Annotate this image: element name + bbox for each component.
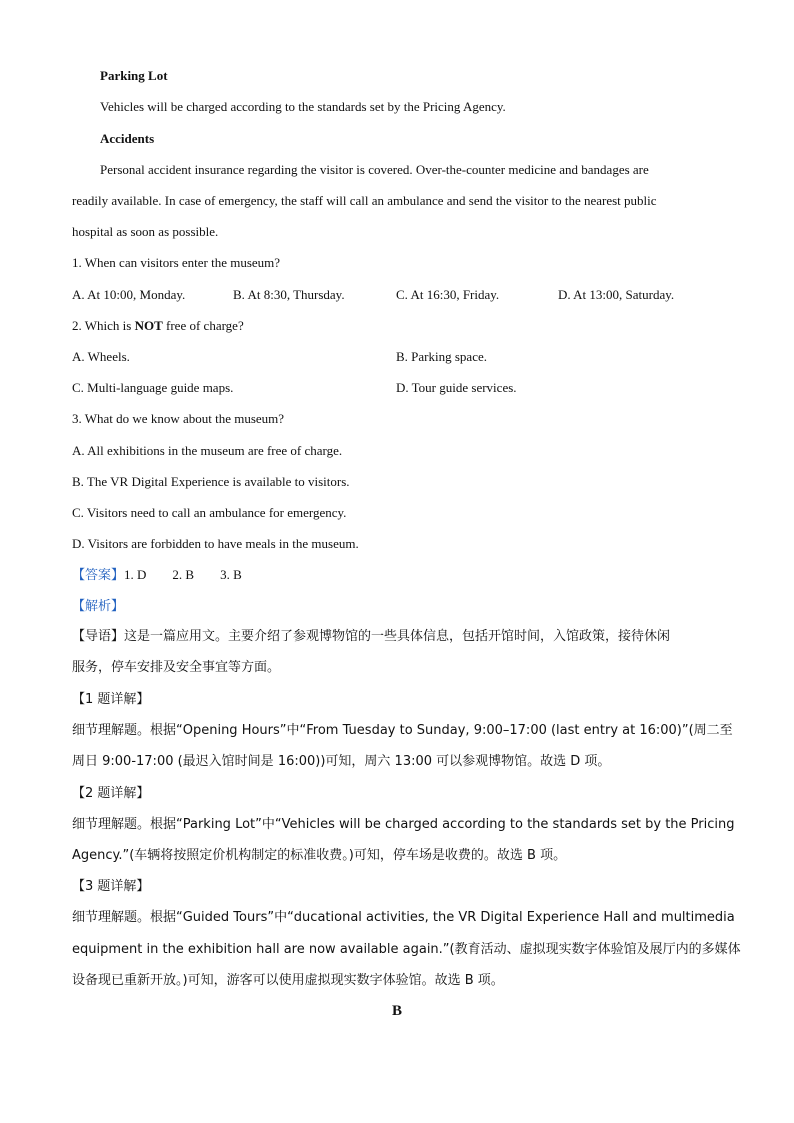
q3-option-a: A. All exhibitions in the museum are free of charge. [72, 443, 343, 458]
answer-line [72, 566, 242, 585]
detail-2-line-1: 细节理解题。根据“Parking Lot”中“Vehicles will be charged according to the standards set by the Pricing [72, 817, 735, 832]
q2-stem-bold: NOT [134, 318, 163, 333]
analysis-label-line [72, 597, 124, 616]
analysis-label: 【解析】 [72, 599, 125, 614]
guide-line-1 [72, 628, 670, 646]
detail-3-label: 【3 题详解】 [72, 879, 150, 894]
q1-option-d: D. At 13:00, Saturday. [558, 287, 675, 302]
detail-3-line-2: equipment in the exhibition hall are now available again.”(教育活动、虚拟现实数字体验馆及展厅内的多媒体 [72, 942, 741, 957]
parking-text: Vehicles will be charged according to the standards set by the Pricing Agency. [100, 99, 506, 114]
accidents-heading: Accidents [100, 131, 155, 146]
q3-option-d: D. Visitors are forbidden to have meals in the museum. [72, 536, 359, 551]
guide-text-1: 这是一篇应用文。主要介绍了参观博物馆的一些具体信息，包括开馆时间，入馆政策，接待休闲 [124, 629, 671, 644]
answer-1: 1. D [124, 567, 147, 582]
detail-1-label: 【1 题详解】 [72, 692, 150, 707]
accidents-line-3: hospital as soon as possible. [72, 224, 219, 239]
q2-option-d: D. Tour guide services. [396, 380, 517, 395]
detail-2-label: 【2 题详解】 [72, 786, 150, 801]
guide-line-2: 服务，停车安排及安全事宜等方面。 [72, 660, 281, 675]
accidents-line-2: readily available. In case of emergency, the staff will call an ambulance and send the visitor to the nearest public [72, 193, 657, 208]
q3-option-c: C. Visitors need to call an ambulance for emergency. [72, 505, 347, 520]
question-3-stem: 3. What do we know about the museum? [72, 411, 285, 426]
question-1-stem: 1. When can visitors enter the museum? [72, 255, 281, 270]
q2-stem-pre: 2. Which is [72, 318, 135, 333]
q2-stem-post: free of charge? [162, 318, 244, 333]
detail-1-line-1: 细节理解题。根据“Opening Hours”中“From Tuesday to Sunday, 9:00–17:00 (last entry at 16:00)”(周二至 [72, 723, 733, 738]
section-b-heading: B [391, 1003, 402, 1019]
detail-1-line-2: 周日 9:00-17:00 (最迟入馆时间是 16:00))可知，周六 13:00 可以参观博物馆。故选 D 项。 [72, 754, 611, 769]
parking-heading: Parking Lot [100, 68, 168, 83]
detail-3-line-1: 细节理解题。根据“Guided Tours”中“ducational activities, the VR Digital Experience Hall and multimedia [72, 910, 735, 925]
q1-option-c: C. At 16:30, Friday. [396, 287, 500, 302]
accidents-line-1: Personal accident insurance regarding the visitor is covered. Over-the-counter medicine and bandages are [100, 162, 649, 177]
answer-3: 3. B [220, 567, 242, 582]
detail-2-line-2: Agency.”(车辆将按照定价机构制定的标准收费。)可知，停车场是收费的。故选 B 项。 [72, 848, 567, 863]
q1-option-b: B. At 8:30, Thursday. [233, 287, 345, 302]
q2-option-a: A. Wheels. [72, 349, 130, 364]
detail-3-line-3: 设备现已重新开放。)可知，游客可以使用虚拟现实数字体验馆。故选 B 项。 [72, 973, 504, 988]
answer-2: 2. B [172, 567, 195, 582]
q3-option-b: B. The VR Digital Experience is available to visitors. [72, 474, 350, 489]
q1-option-a: A. At 10:00, Monday. [72, 287, 186, 302]
guide-label: 【导语】 [72, 629, 125, 644]
q2-option-c: C. Multi-language guide maps. [72, 380, 234, 395]
answer-label: 【答案】 [72, 568, 125, 583]
q2-option-b: B. Parking space. [396, 349, 487, 364]
question-2-stem [72, 317, 244, 335]
